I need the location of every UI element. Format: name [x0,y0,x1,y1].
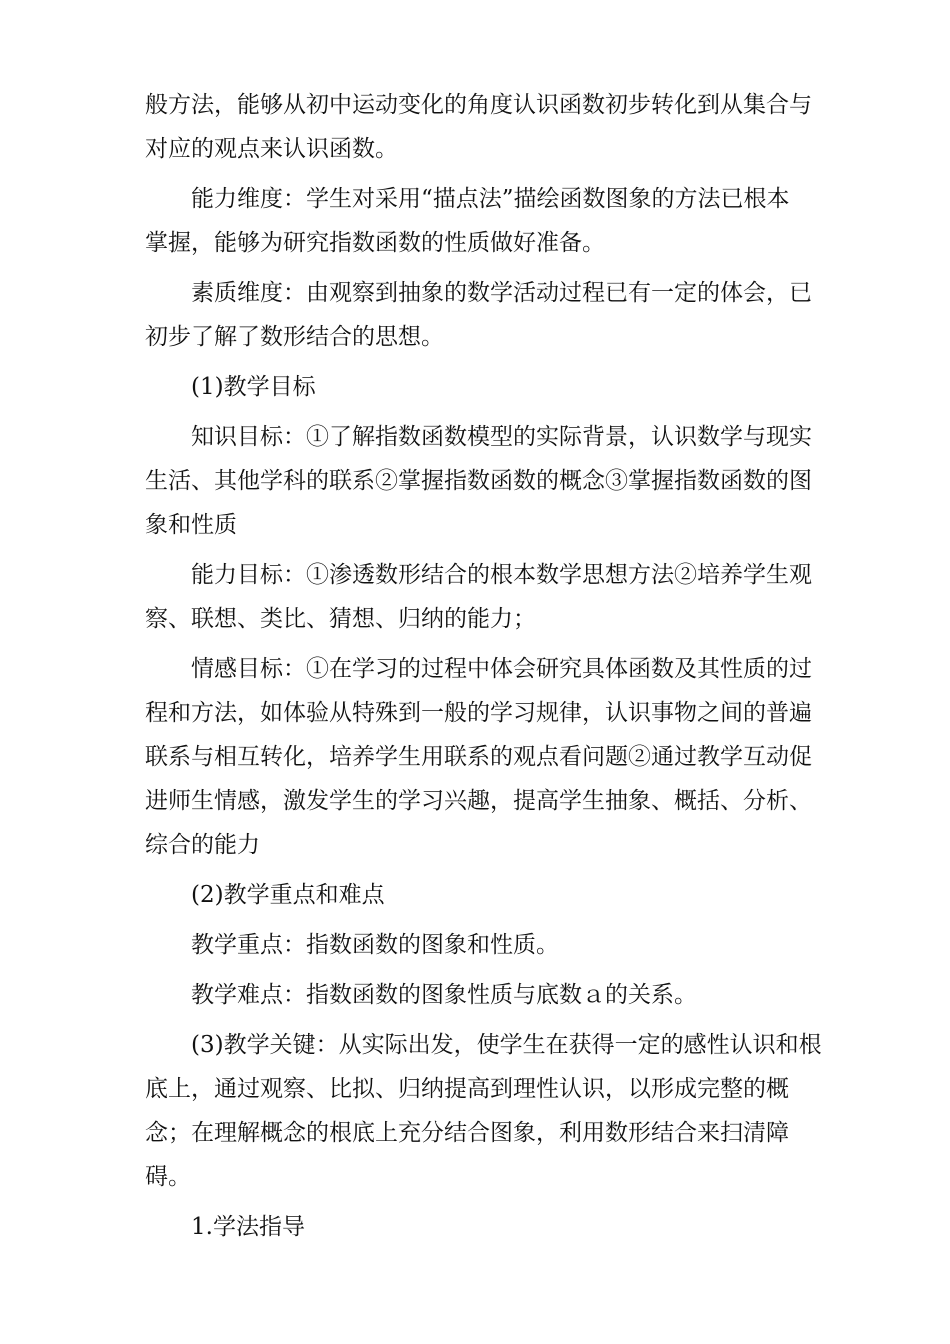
heading-teaching-objectives: (1)教学目标 [191,374,316,400]
text-line: 掌握，能够为研究指数函数的性质做好准备。 [145,230,605,256]
paragraph-teaching-key: (3)教学关键：从实际出发，使学生在获得一定的感性认识和根 [191,1032,822,1058]
text-line: 对应的观点来认识函数。 [145,136,398,162]
text-line: 程和方法，如体验从特殊到一般的学习规律，认识事物之间的普遍 [145,700,812,726]
text-line: 生活、其他学科的联系②掌握指数函数的概念③掌握指数函数的图 [145,468,812,494]
text-line: 初步了解了数形结合的思想。 [145,324,444,350]
text-line: 象和性质 [145,512,237,538]
paragraph-emotion-objectives: 情感目标：①在学习的过程中体会研究具体函数及其性质的过 [191,656,812,682]
paragraph-key-point: 教学重点：指数函数的图象和性质。 [191,932,559,958]
paragraph-difficult-point: 教学难点：指数函数的图象性质与底数ａ的关系。 [191,982,697,1008]
heading-key-and-difficult-points: (2)教学重点和难点 [191,882,385,908]
text-line: 般方法，能够从初中运动变化的角度认识函数初步转化到从集合与 [145,92,812,118]
text-line: 进师生情感，激发学生的学习兴趣，提高学生抽象、概括、分析、 [145,788,812,814]
text-line: 念；在理解概念的根底上充分结合图象，利用数形结合来扫清障 [145,1120,789,1146]
paragraph-quality-dimension: 素质维度：由观察到抽象的数学活动过程已有一定的体会，已 [191,280,812,306]
text-line: 联系与相互转化，培养学生用联系的观点看问题②通过教学互动促 [145,744,812,770]
text-line: 察、联想、类比、猜想、归纳的能力； [145,606,536,632]
text-line: 碍。 [145,1164,191,1190]
heading-study-method-guidance: 1.学法指导 [191,1214,305,1240]
document-body [145,90,822,1242]
text-line: 综合的能力 [145,832,260,858]
paragraph-ability-objectives: 能力目标：①渗透数形结合的根本数学思想方法②培养学生观 [191,562,812,588]
paragraph-ability-dimension: 能力维度：学生对采用“描点法”描绘函数图象的方法已根本 [191,186,790,212]
text-line: 底上，通过观察、比拟、归纳提高到理性认识，以形成完整的概 [145,1076,789,1102]
paragraph-knowledge-objectives: 知识目标：①了解指数函数模型的实际背景，认识数学与现实 [191,424,812,450]
